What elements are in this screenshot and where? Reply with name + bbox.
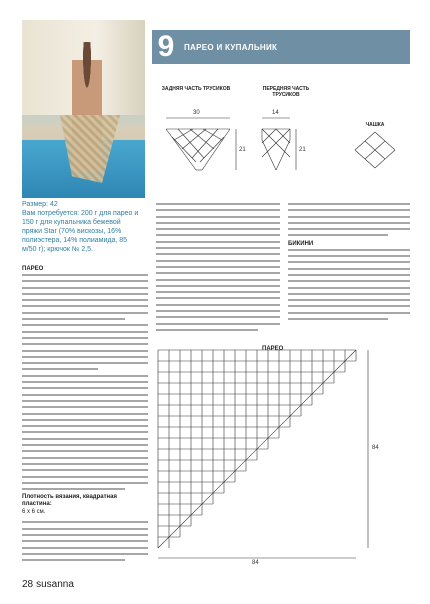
density-value: 6 x 6 см. [22,509,46,516]
chart-height-dim: 84 [372,445,379,451]
back-label: ЗАДНЯЯ ЧАСТЬ ТРУСИКОВ [161,86,231,92]
density-heading: Плотность вязания, квадратная пластина: [22,494,117,508]
front-height-dim: 21 [299,147,306,153]
chart-width-dim: 84 [252,560,259,566]
chart-title: ПАРЕО [262,346,284,352]
page-number: 28 [22,579,34,590]
pattern-title: ПАРЕО И КУПАЛЬНИК [184,42,278,52]
size-text: Размер: 42 [22,201,58,208]
magazine-brand: susanna [36,579,74,590]
front-label: ПЕРЕДНЯЯ ЧАСТЬ ТРУСИКОВ [262,86,310,98]
footer [22,579,74,590]
front-width-dim: 14 [272,110,279,116]
pattern-number: 9 [157,30,175,63]
bikini-heading: БИКИНИ [288,240,314,247]
back-height-dim: 21 [239,147,246,153]
pareo-heading: ПАРЕО [22,266,44,272]
materials-text: Вам потребуется: 200 г для парео и 150 г для купальника бежевой пряжи Star (70% вискозы, 16% полиэстера, 14% полиамида, 85 м/50 г); крючок № 2,5. [22,210,139,253]
cup-label: ЧАШКА [365,122,385,128]
back-width-dim: 30 [193,110,200,116]
